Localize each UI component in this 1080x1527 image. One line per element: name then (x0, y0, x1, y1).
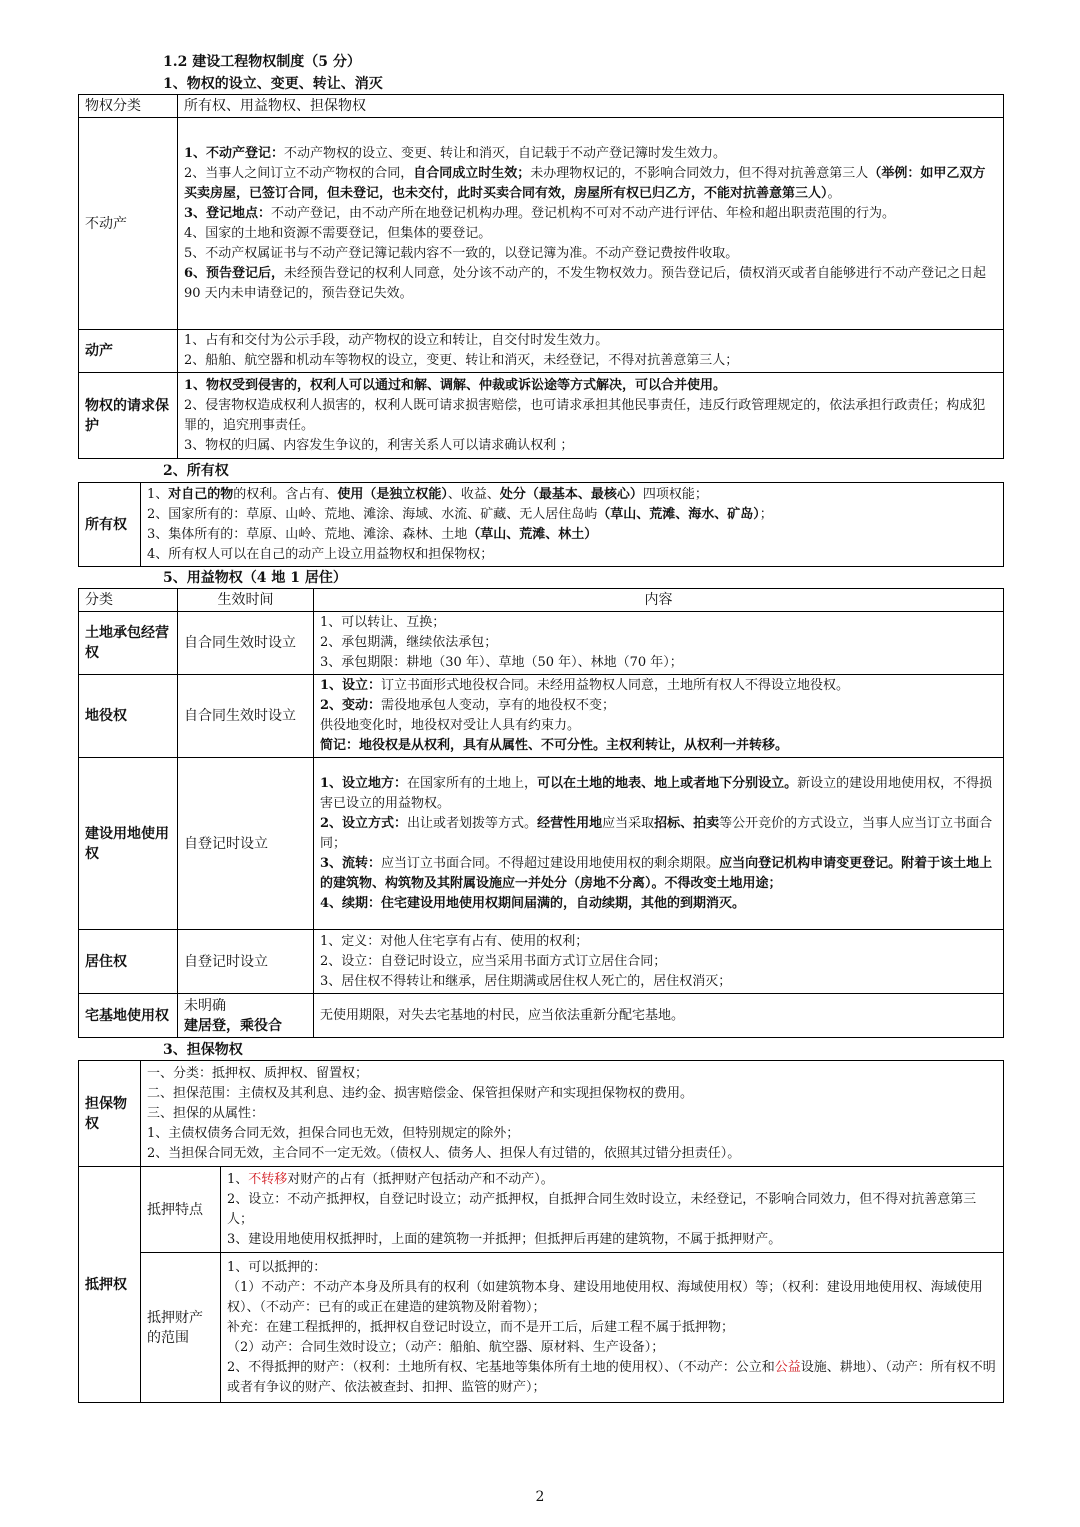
table-row (79, 994, 1004, 1038)
text-line: 三、担保的从属性： (147, 1105, 265, 1121)
text: 2、国家所有的：草原、山岭、荒地、滩涂、海域、水流、矿藏、无人居住岛屿 (147, 506, 598, 522)
cell-time-jianshe: 自登记时设立 (178, 758, 314, 930)
table-row (79, 95, 1004, 118)
text: 不动产登记，由不动产所在地登记机构办理。登记机构不可对不动产进行评估、年检和超出职责范围的行为。 (271, 205, 896, 221)
text-bold: 2、设立方式： (320, 815, 408, 831)
heading-danbao: 3、担保物权 (163, 1042, 243, 1058)
cell-label-danbao: 担保物权 (79, 1061, 141, 1167)
text: 未经预告登记的权利人同意，处分该不动产的，不发生物权效力。预告登记后，债权消灭或者自能够进行不动产登记之日起 90 天内未申请登记的，预告登记失效。 (184, 265, 987, 301)
text-line: 1、可以抵押的： (227, 1259, 327, 1275)
text-bold: 3、登记地点： (184, 205, 272, 221)
table-row (79, 118, 1004, 330)
text: 。 (827, 185, 841, 201)
text-line: （2）动产：合同生效时设立；（动产：船舶、航空器、原材料、生产设备）； (227, 1339, 665, 1355)
cell-tudi-content (314, 612, 1004, 675)
cell-diyi-content (314, 675, 1004, 758)
table-wuquan (78, 94, 1004, 459)
cell-time-zhaiji (178, 994, 314, 1038)
text: 设施、耕地）、（动产：所有权不明或者有争议的财产、依法被查封、扣押、监管的财产）； (227, 1359, 996, 1395)
text-red: 公益 (774, 1359, 801, 1375)
text: 、收益、 (447, 486, 500, 502)
cell-danbao-content (141, 1061, 1004, 1167)
text: 应当订立书面合同。不得超过建设用地使用权的剩余期限。 (381, 855, 720, 871)
table-row (79, 330, 1004, 373)
cell-label-diyi: 地役权 (79, 675, 178, 758)
cell-label-diya: 抵押权 (79, 1167, 141, 1403)
cell-label-suoyouquan: 所有权 (79, 483, 141, 567)
text-line: 1、占有和交付为公示手段，动产物权的设立和转让，自交付时发生效力。 (184, 333, 609, 348)
text-bold: 2、变动： (320, 698, 382, 713)
text-line: 供役地变化时，地役权对受让人具有约束力。 (320, 718, 581, 733)
text: 应当采取 (602, 815, 655, 831)
text: 2、不得抵押的财产：（权利：土地所有权、宅基地等集体所有土地的使用权）、（不动产：公立和 (227, 1359, 775, 1375)
text-bold: 对自己的物 (168, 486, 234, 502)
text-red: 不转移 (248, 1171, 288, 1187)
table-row (79, 373, 1004, 459)
cell-label-budongchan: 不动产 (79, 118, 178, 330)
text-line: 3、物权的归属、内容发生争议的，利害关系人可以请求确认权利 ； (184, 437, 574, 453)
cell-juzhu-content (314, 930, 1004, 994)
text: 对财产的占有（抵押财产包括动产和不动产）。 (287, 1171, 554, 1187)
text-line-bold: 1、物权受到侵害的，权利人可以通过和解、调解、仲裁或诉讼途等方式解决，可以合并使用。 (184, 377, 727, 393)
cell-time-tudi: 自合同生效时设立 (178, 612, 314, 675)
cell-label-baohu: 物权的请求保护 (79, 373, 178, 459)
table-row (79, 1061, 1004, 1167)
cell-suoyouquan-content (141, 483, 1004, 567)
text: 不动产物权的设立、变更、转让和消灭，自记载于不动产登记簿时发生效力。 (284, 145, 727, 161)
cell-time-diyi: 自合同生效时设立 (178, 675, 314, 758)
cell-label-tedian: 抵押特点 (141, 1167, 221, 1253)
heading-wuquan-sheli: 1、物权的设立、变更、转让、消灭 (163, 76, 383, 92)
text-line: 2、船舶、航空器和机动车等物权的设立，变更、转让和消灭，未经登记，不得对抗善意第三人； (184, 353, 739, 368)
text: 出让或者划拨等方式。 (407, 815, 538, 831)
text: ； (759, 506, 773, 522)
cell-fanwei-content (221, 1253, 1004, 1403)
heading-suoyouquan: 2、所有权 (163, 463, 229, 479)
text-line: 一、分类：抵押权、质押权、留置权； (147, 1065, 369, 1081)
text-line: 4、所有权人可以在自己的动产上设立用益物权和担保物权； (147, 546, 494, 562)
text-line: 补充：在建工程抵押的，抵押权自登记时设立，而不是开工后，后建工程不属于抵押物； (227, 1319, 735, 1335)
text-line: 1、可以转让、互换； (320, 615, 446, 630)
text-bold: 经营性用地 (537, 815, 603, 831)
cell-label-fanwei: 抵押财产的范围 (141, 1253, 221, 1403)
text: 2、当事人之间订立不动产物权的合同， (184, 165, 414, 181)
text-bold: 6、预告登记后， (184, 265, 285, 281)
page-number: 2 (535, 1489, 545, 1505)
text-line: （1）不动产：不动产本身及所具有的权利（如建筑物本身、建设用地使用权、海域使用权）等；（权利：建设用地使用权、海域使用权）、（不动产：已有的或正在建造的建筑物及附着物）； (227, 1279, 983, 1315)
text-bold: （草山、荒滩、海水、矿岛） (597, 506, 760, 522)
table-row (79, 758, 1004, 930)
header-neirong: 内容 (314, 589, 1004, 612)
table-row (79, 1253, 1004, 1403)
text-line-bold: 建居登，乘役合 (184, 1017, 282, 1034)
table-row (79, 483, 1004, 567)
text-bold: 应当向登记机构申请变更登记。附着于该土地上的建筑物、构筑物及其附属设施应一并处分（房地不分离）。不得改变土地用途； (320, 855, 993, 891)
section-title: 1.2 建设工程物权制度（5 分） (163, 54, 361, 70)
cell-time-juzhu: 自登记时设立 (178, 930, 314, 994)
text: 在国家所有的土地上， (407, 775, 538, 791)
text-line: 4、国家的土地和资源不需要登记，但集体的要登记。 (184, 225, 492, 241)
text: 需役地承包人变动，享有的地役权不变； (381, 698, 616, 713)
cell-jianshe-content (314, 758, 1004, 930)
cell-value: 所有权、用益物权、担保物权 (178, 95, 1004, 118)
text: 四项权能； (642, 486, 708, 502)
table-row (79, 675, 1004, 758)
text-line: 1、主债权债务合同无效，担保合同也无效，但特别规定的除外； (147, 1125, 520, 1141)
text-line: 二、担保范围：主债权及其利息、违约金、损害赔偿金、保管担保财产和实现担保物权的费用。 (147, 1085, 694, 1101)
text-line-bold: 简记：地役权是从权利，具有从属性、不可分性。主权利转让，从权利一并转移。 (320, 738, 789, 753)
cell-label-jianshe: 建设用地使用权 (79, 758, 178, 930)
cell-baohu-content (178, 373, 1004, 459)
text-line: 未明确 (184, 997, 226, 1014)
text-line: 2、设立：不动产抵押权，自登记时设立；动产抵押权，自抵押合同生效时设立，未经登记，不影响合同效力，但不得对抗善意第三人； (227, 1191, 977, 1227)
text-bold: 使用（是独立权能） (337, 486, 448, 502)
cell-label: 物权分类 (79, 95, 178, 118)
cell-label-zhaiji: 宅基地使用权 (79, 994, 178, 1038)
cell-zhaiji-content: 无使用期限，对失去宅基地的村民，应当依法重新分配宅基地。 (314, 994, 1004, 1038)
table-row (79, 612, 1004, 675)
cell-label-juzhu: 居住权 (79, 930, 178, 994)
text: 新设立的建设用地使用权，不得损害已设立的用益物权。 (320, 775, 993, 811)
text-line: 5、不动产权属证书与不动产登记簿记载内容不一致的，以登记簿为准。不动产登记费按件收取。 (184, 245, 739, 261)
text-line: 1、定义：对他人住宅享有占有、使用的权利； (320, 933, 589, 949)
text-line: 3、居住权不得转让和继承，居住期满或居住权人死亡的，居住权消灭； (320, 973, 732, 989)
table-row (79, 930, 1004, 994)
text: 3、集体所有的：草原、山岭、荒地、滩涂、森林、土地 (147, 526, 468, 542)
text-bold: 自合同成立时生效； (413, 165, 531, 181)
table-row (79, 589, 1004, 612)
text-bold: 1、设立地方： (320, 775, 408, 791)
text-line-bold: 4、续期：住宅建设用地使用权期间届满的，自动续期，其他的到期消灭。 (320, 895, 746, 911)
text: 等公开竞价的方式设立，当事人应当订立书面合同； (320, 815, 993, 851)
text: 未办理物权记的，不影响合同效力，但不得对抗善意第三人 (530, 165, 869, 181)
table-suoyouquan (78, 482, 1004, 567)
text-bold: （举例：如甲乙双方买卖房屋，已签订合同，但未登记，也未交付，此时买卖合同有效，房屋所有权已归乙方，不能对抗善意第三人） (184, 165, 986, 201)
text: 1、 (147, 486, 169, 502)
text-line: 2、当担保合同无效，主合同不一定无效。（债权人、债务人、担保人有过错的，依照其过错分担责任）。 (147, 1145, 741, 1161)
header-fenlei: 分类 (79, 589, 178, 612)
table-yongyi (78, 588, 1004, 1038)
text: 的权利。含占有、 (233, 486, 338, 502)
text-bold: （草山、荒滩、林土） (467, 526, 598, 542)
table-row (79, 1167, 1004, 1253)
text-line: 3、建设用地使用权抵押时，上面的建筑物一并抵押；但抵押后再建的建筑物，不属于抵押财产。 (227, 1231, 782, 1247)
text-bold: 可以在土地的地表、地上或者地下分别设立。 (537, 775, 798, 791)
heading-yongyi: 5、用益物权（4 地 1 居住） (163, 570, 347, 586)
text-bold: 1、不动产登记： (184, 145, 285, 161)
cell-label-tudi: 土地承包经营权 (79, 612, 178, 675)
text-line: 2、设立：自登记时设立，应当采用书面方式订立居住合同； (320, 953, 667, 969)
text-line: 3、承包期限：耕地（30 年）、草地（50 年）、林地（70 年）； (320, 655, 683, 670)
text: 1、 (227, 1171, 249, 1187)
cell-label-dongchan: 动产 (79, 330, 178, 373)
text-line: 2、侵害物权造成权利人损害的，权利人既可请求损害赔偿，也可请求承担其他民事责任，违反行政管理规定的，依法承担行政责任；构成犯罪的，追究刑事责任。 (184, 397, 986, 433)
text-line: 2、承包期满，继续依法承包； (320, 635, 498, 650)
text-bold: 1、设立： (320, 678, 382, 693)
cell-tedian-content (221, 1167, 1004, 1253)
header-shengxiao: 生效时间 (178, 589, 314, 612)
text-bold: 处分（最基本、最核心） (499, 486, 643, 502)
text-bold: 招标、拍卖 (654, 815, 720, 831)
text-bold: 3、流转： (320, 855, 382, 871)
cell-budongchan-content (178, 118, 1004, 330)
cell-dongchan-content (178, 330, 1004, 373)
table-danbao (78, 1060, 1004, 1403)
text: 订立书面形式地役权合同。未经用益物权人同意，土地所有权人不得设立地役权。 (381, 678, 850, 693)
